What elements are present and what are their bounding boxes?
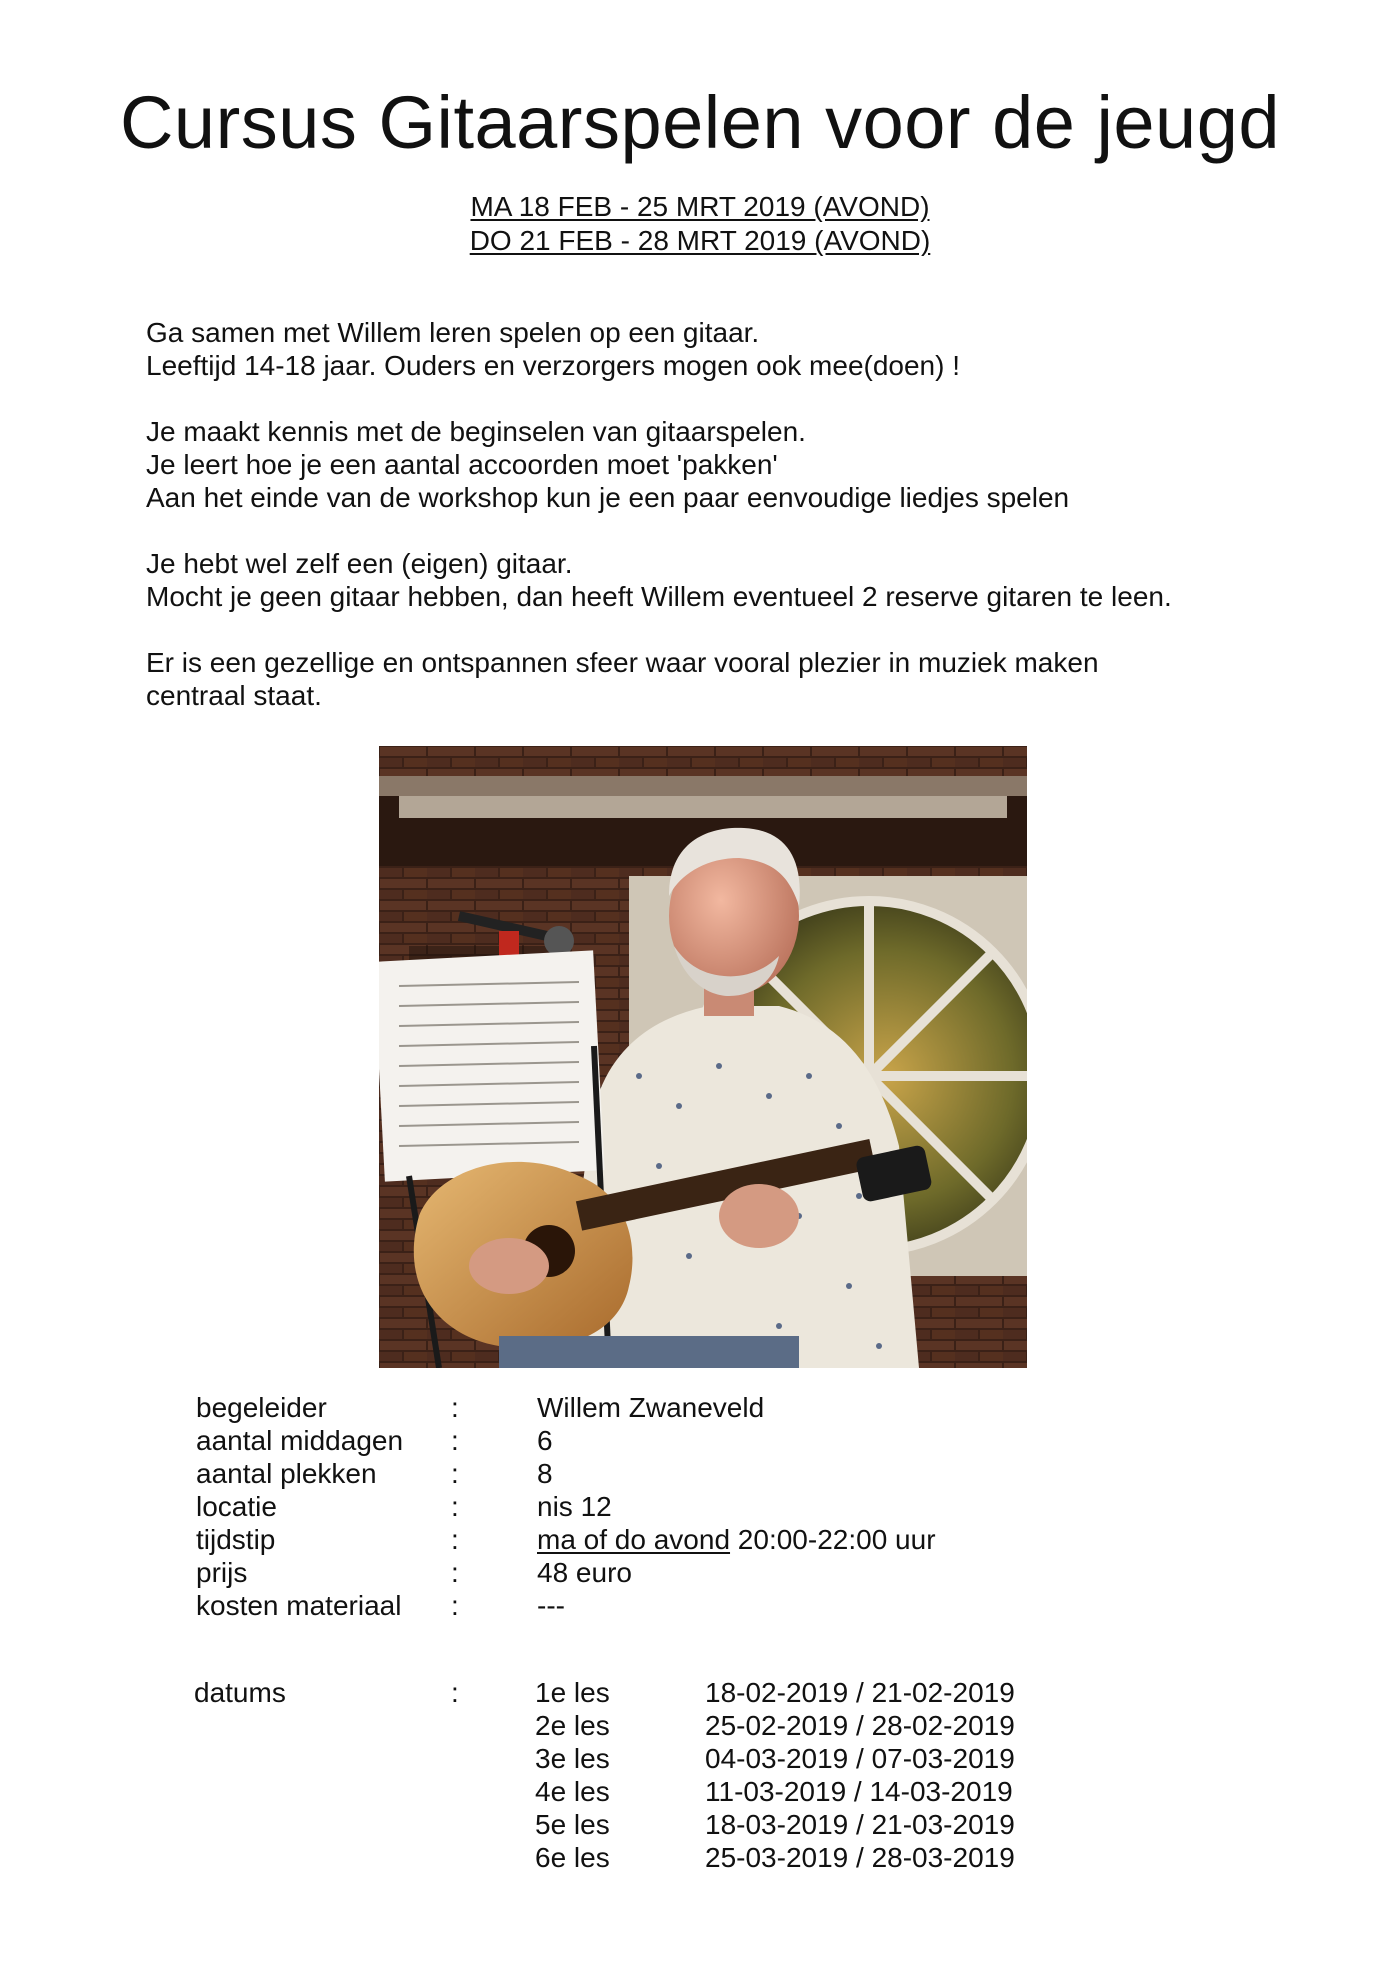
lesson-number: 4e les: [535, 1776, 610, 1807]
schedule-row: [194, 1775, 1194, 1808]
intro-line: Je maakt kennis met de beginselen van gitaarspelen.: [146, 416, 806, 447]
schedule-separator: :: [451, 1677, 459, 1708]
info-value: 8: [537, 1458, 553, 1489]
instructor-photo: [379, 746, 1027, 1368]
info-row-plekken: [196, 1457, 1196, 1490]
lesson-number: 6e les: [535, 1842, 610, 1873]
lesson-dates: 04-03-2019 / 07-03-2019: [705, 1743, 1015, 1774]
intro-line: Je leert hoe je een aantal accoorden moet 'pakken': [146, 449, 778, 480]
info-value: ---: [537, 1590, 565, 1621]
info-row-prijs: [196, 1556, 1196, 1589]
intro-paragraph: [146, 646, 1296, 712]
info-value: 6: [537, 1425, 553, 1456]
intro-paragraph: [146, 547, 1296, 613]
schedule-row: [194, 1841, 1194, 1874]
intro-line: Je hebt wel zelf een (eigen) gitaar.: [146, 548, 573, 579]
info-label: begeleider: [196, 1392, 327, 1423]
info-value-time: 20:00-22:00 uur: [730, 1524, 936, 1555]
course-date-monday: MA 18 FEB - 25 MRT 2019 (AVOND): [470, 191, 930, 222]
schedule-row: [194, 1709, 1194, 1742]
intro-line: Aan het einde van de workshop kun je een paar eenvoudige liedjes spelen: [146, 482, 1070, 513]
info-label: kosten materiaal: [196, 1590, 402, 1621]
info-separator: :: [451, 1557, 459, 1588]
intro-line: centraal staat.: [146, 680, 322, 711]
lesson-dates: 18-02-2019 / 21-02-2019: [705, 1677, 1015, 1708]
info-separator: :: [451, 1392, 459, 1423]
info-value-days: ma of do avond: [537, 1524, 731, 1555]
intro-line: Er is een gezellige en ontspannen sfeer waar vooral plezier in muziek maken: [146, 647, 1099, 678]
info-separator: :: [451, 1590, 459, 1621]
lesson-dates: 18-03-2019 / 21-03-2019: [705, 1809, 1015, 1840]
intro-line: Mocht je geen gitaar hebben, dan heeft Willem eventueel 2 reserve gitaren te leen.: [146, 581, 1172, 612]
course-info: [196, 1391, 1196, 1622]
lesson-number: 2e les: [535, 1710, 610, 1741]
info-row-middagen: [196, 1424, 1196, 1457]
info-row-locatie: [196, 1490, 1196, 1523]
page-title: Cursus Gitaarspelen voor de jeugd: [119, 81, 1281, 164]
info-separator: :: [451, 1524, 459, 1555]
info-value: 48 euro: [537, 1557, 632, 1588]
info-value: Willem Zwaneveld: [537, 1392, 765, 1423]
schedule-row: [194, 1742, 1194, 1775]
intro-paragraph: [146, 415, 1296, 514]
intro-line: Leeftijd 14-18 jaar. Ouders en verzorgers mogen ook mee(doen) !: [146, 350, 961, 381]
info-label: locatie: [196, 1491, 277, 1522]
intro-paragraph: [146, 316, 1296, 382]
lesson-dates: 25-02-2019 / 28-02-2019: [705, 1710, 1015, 1741]
intro-text: [146, 316, 1296, 745]
lesson-number: 3e les: [535, 1743, 610, 1774]
course-date-thursday: DO 21 FEB - 28 MRT 2019 (AVOND): [469, 225, 931, 256]
lesson-dates: 25-03-2019 / 28-03-2019: [705, 1842, 1015, 1873]
info-separator: :: [451, 1458, 459, 1489]
lesson-schedule: [194, 1676, 1194, 1874]
lesson-number: 5e les: [535, 1809, 610, 1840]
intro-line: Ga samen met Willem leren spelen op een gitaar.: [146, 317, 760, 348]
info-separator: :: [451, 1491, 459, 1522]
lesson-dates: 11-03-2019 / 14-03-2019: [705, 1776, 1013, 1807]
info-label: tijdstip: [196, 1524, 276, 1555]
info-row-begeleider: [196, 1391, 1196, 1424]
info-value: nis 12: [537, 1491, 612, 1522]
info-row-tijdstip: [196, 1523, 1196, 1556]
schedule-row: [194, 1808, 1194, 1841]
info-label: aantal middagen: [196, 1425, 404, 1456]
info-label: aantal plekken: [196, 1458, 377, 1489]
info-row-materiaal: [196, 1589, 1196, 1622]
schedule-label: datums: [194, 1677, 286, 1708]
info-value: [537, 1523, 936, 1556]
schedule-row: [194, 1676, 1194, 1709]
info-separator: :: [451, 1425, 459, 1456]
course-dates: [0, 190, 1400, 258]
info-label: prijs: [196, 1557, 248, 1588]
lesson-number: 1e les: [535, 1677, 610, 1708]
